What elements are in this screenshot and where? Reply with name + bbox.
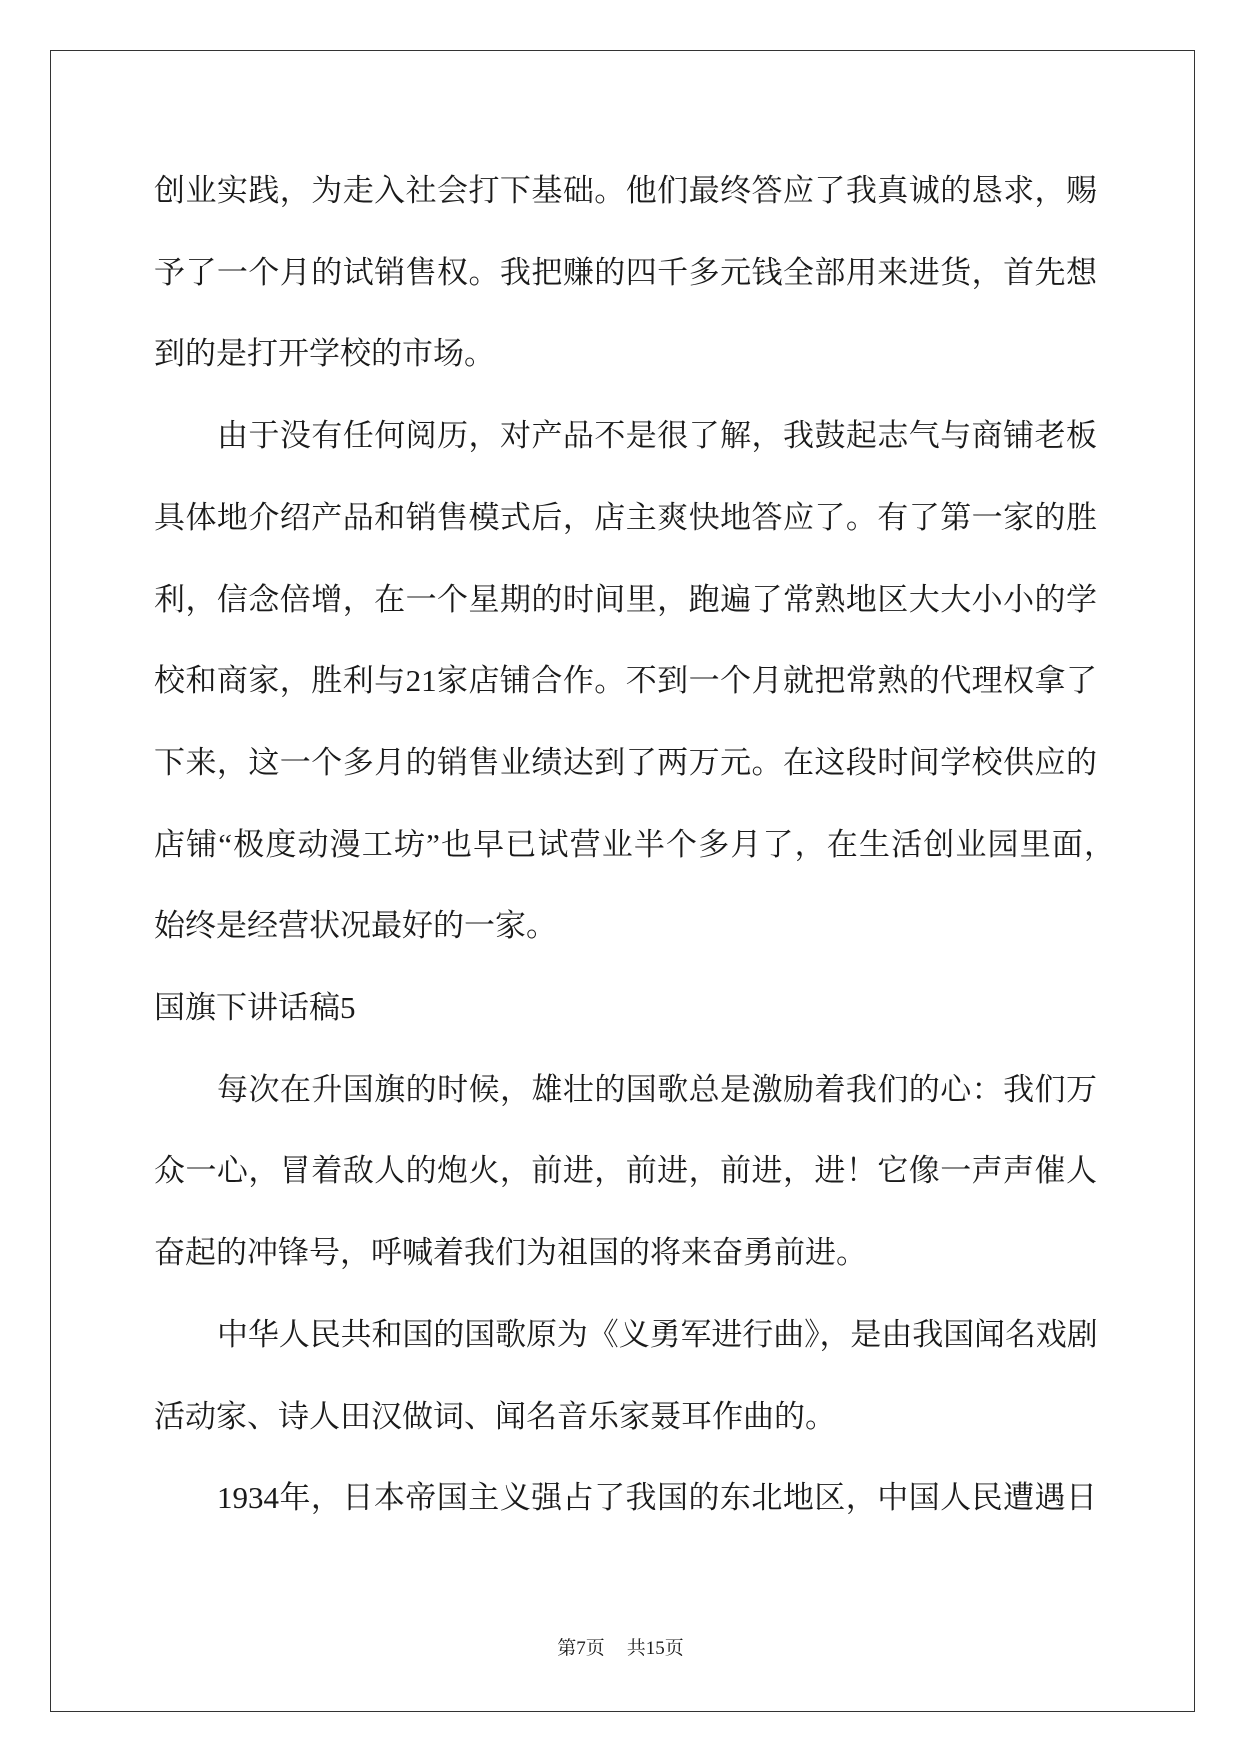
body-text-line: 到的是打开学校的市场。 [154,336,495,371]
page-number-footer [0,1634,1241,1664]
body-text-line: 众一心，冒着敌人的炮火，前进，前进，前进，进！它像一声声催人 [154,1153,1097,1188]
body-text-line: 店铺“极度动漫工坊”也早已试营业半个多月了，在生活创业园里面， [154,827,1115,862]
body-text-line: 下来，这一个多月的销售业绩达到了两万元。在这段时间学校供应的 [154,745,1097,780]
body-text-line: 奋起的冲锋号，呼喊着我们为祖国的将来奋勇前进。 [154,1235,867,1270]
body-text-line: 每次在升国旗的时候，雄壮的国歌总是激励着我们的心：我们万 [217,1072,1097,1107]
page-border [50,50,1195,1712]
body-text-line: 中华人民共和国的国歌原为《义勇军进行曲》，是由我国闻名戏剧 [217,1317,1097,1352]
body-text-line: 校和商家，胜利与21家店铺合作。不到一个月就把常熟的代理权拿了 [154,663,1097,698]
body-text-line: 由于没有任何阅历，对产品不是很了解，我鼓起志气与商铺老板 [217,418,1097,453]
page-total: 共15页 [626,1638,684,1659]
body-text-line: 1934年，日本帝国主义强占了我国的东北地区，中国人民遭遇日 [217,1480,1097,1515]
section-heading: 国旗下讲话稿5 [154,990,356,1025]
body-text-line: 予了一个月的试销售权。我把赚的四千多元钱全部用来进货，首先想 [154,255,1097,290]
body-text-line: 始终是经营状况最好的一家。 [154,908,557,943]
body-text-line: 具体地介绍产品和销售模式后，店主爽快地答应了。有了第一家的胜 [154,500,1097,535]
body-text-line: 利，信念倍增，在一个星期的时间里，跑遍了常熟地区大大小小的学 [154,582,1097,617]
body-text-line: 创业实践，为走入社会打下基础。他们最终答应了我真诚的恳求，赐 [154,173,1097,208]
body-text-line: 活动家、诗人田汉做词、闻名音乐家聂耳作曲的。 [154,1399,836,1434]
page-current: 第7页 [557,1638,605,1659]
